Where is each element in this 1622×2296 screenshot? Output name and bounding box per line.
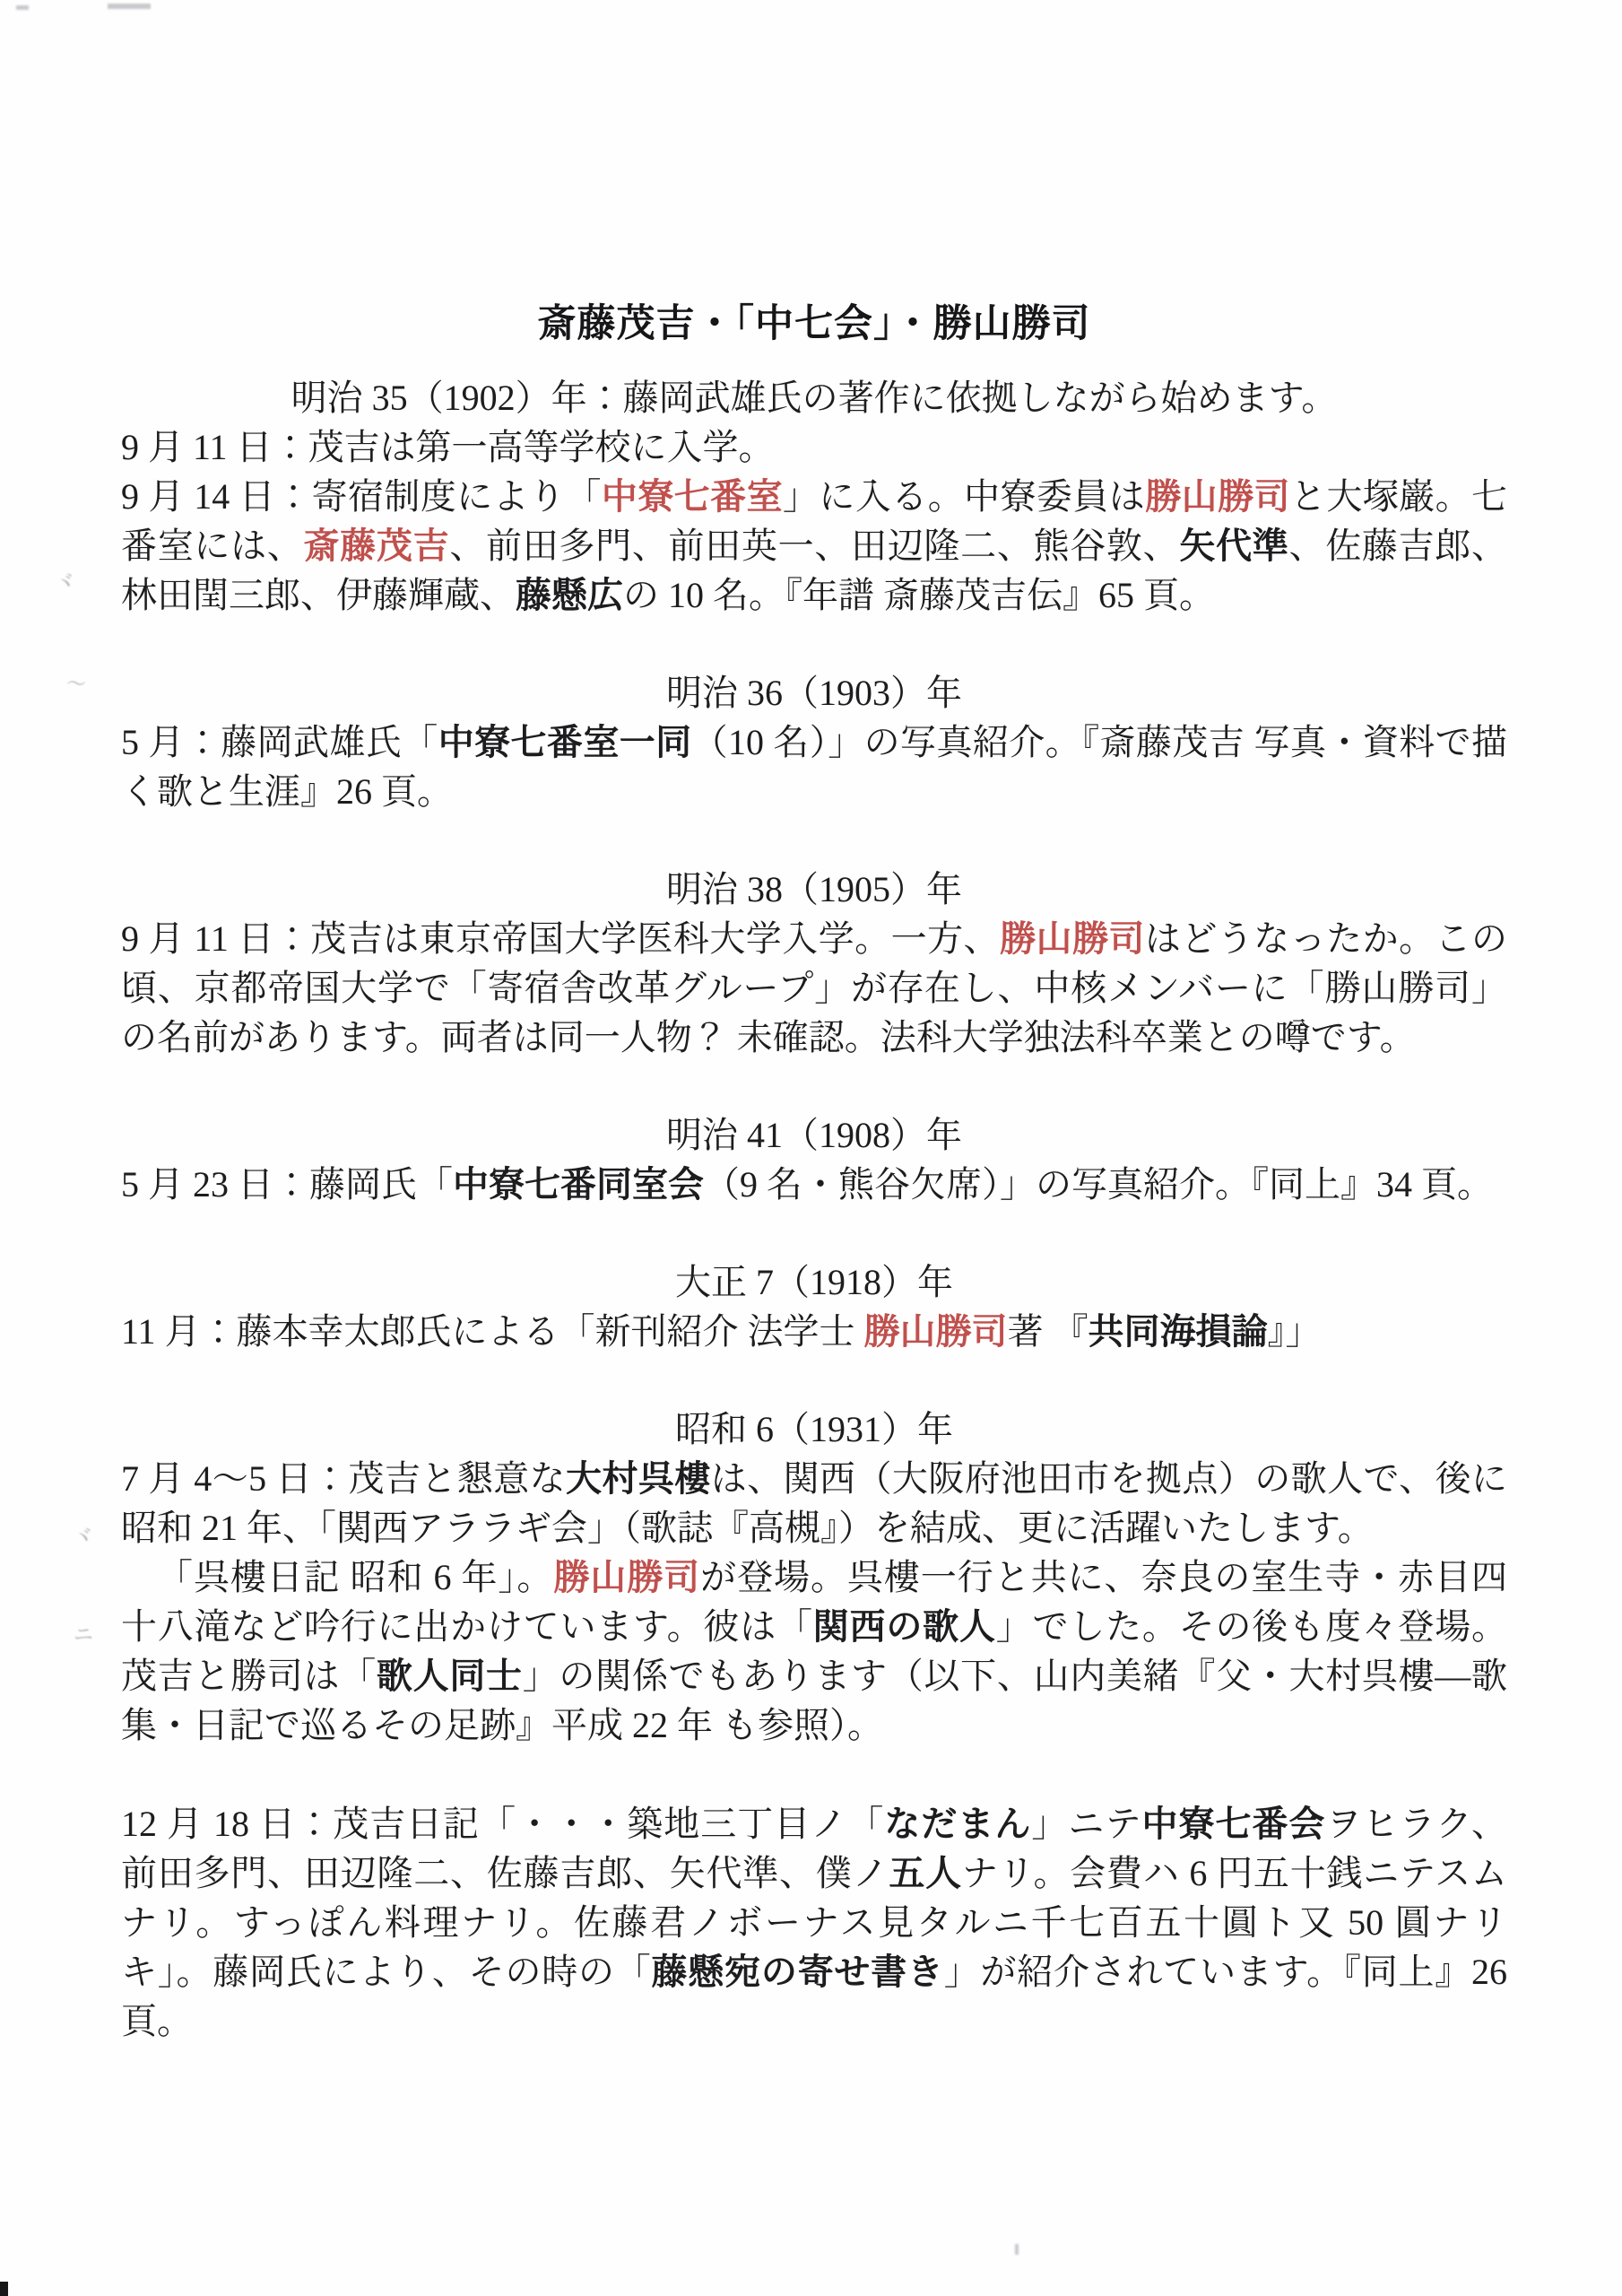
emphasis-bold: なだまん — [884, 1804, 1032, 1844]
text-run: が登場。呉樓一行と共に、奈良の室生寺・赤目四十八滝など吟行に出かけています。彼は「 — [121, 1557, 1508, 1647]
emphasis-bold: 矢代準 — [1179, 526, 1289, 566]
scan-artifact: ニ — [74, 1623, 94, 1646]
section-heading: 明治 38（1905）年 — [666, 869, 962, 909]
document-body — [121, 373, 1507, 2046]
paragraph — [121, 422, 1507, 472]
text-run: 5 月：藤岡武雄氏「 — [121, 722, 438, 762]
timeline-section — [121, 1257, 1507, 1356]
paragraph — [121, 1552, 1507, 1750]
timeline-section — [121, 668, 1507, 816]
paragraph — [121, 373, 1507, 422]
scan-artifact: ヾ — [51, 568, 80, 599]
text-run: ヲヒラク、前田多門、田辺隆二、佐藤吉郎、矢代準、僕ノ — [121, 1804, 1508, 1893]
scan-edge-notch — [0, 2282, 8, 2296]
section-heading: 昭和 6（1931）年 — [675, 1409, 953, 1449]
timeline-section — [121, 865, 1507, 1062]
document-content — [121, 0, 1507, 2046]
emphasis-bold: 藤懸宛の寄せ書き — [651, 1952, 944, 1992]
section-heading: 大正 7（1918）年 — [675, 1262, 953, 1302]
scan-artifact — [16, 5, 29, 10]
text-run: は、関西（大阪府池田市を拠点）の歌人で、後に昭和 21 年、「関西アララギ会」（歌誌『高槻』）を結成、更に活躍いたします。 — [121, 1458, 1508, 1548]
paragraph — [121, 472, 1507, 620]
text-run: 5 月 23 日：藤岡氏「 — [121, 1164, 453, 1205]
scan-artifact: ヾ — [70, 1523, 97, 1552]
text-run: 著 『 — [1007, 1311, 1089, 1352]
emphasis-bold: 歌人同士 — [376, 1656, 523, 1696]
emphasis-bold: 共同海損論 — [1088, 1311, 1268, 1352]
timeline-section — [121, 373, 1507, 620]
text-run: 」が紹介されています。『同上』26 頁。 — [121, 1952, 1508, 2041]
text-run: 」ニテ — [1031, 1804, 1142, 1844]
page-title: 斎藤茂吉・「中七会」・勝山勝司 — [537, 303, 1091, 345]
text-run: （9 名・熊谷欠席）」の写真紹介。『同上』34 頁。 — [704, 1164, 1493, 1205]
timeline-section — [121, 1405, 1507, 2046]
text-run: 「呉樓日記 昭和 6 年」。 — [157, 1557, 554, 1597]
text-run: 7 月 4～5 日：茂吉と懇意な — [121, 1458, 567, 1499]
emphasis-bold: 五人 — [889, 1853, 962, 1893]
highlight-red: 勝山勝司 — [553, 1557, 701, 1597]
timeline-section — [121, 1110, 1507, 1209]
text-run: （10 名）」の写真紹介。『斎藤茂吉 写真・資料で描く歌と生涯』26 頁。 — [121, 722, 1508, 812]
paragraph — [121, 1160, 1507, 1209]
paragraph — [121, 1799, 1507, 2046]
emphasis-bold: 関西の歌人 — [812, 1606, 996, 1647]
highlight-red: 勝山勝司 — [1000, 918, 1145, 959]
text-run: 」に入る。中寮委員は — [783, 476, 1146, 517]
paragraph — [121, 1454, 1507, 1552]
text-run: 、佐藤吉郎、林田閏三郎、伊藤輝蔵、 — [121, 526, 1508, 615]
emphasis-bold: 中寮七番同室会 — [453, 1164, 704, 1205]
highlight-red: 斎藤茂吉 — [303, 526, 450, 566]
scan-artifact: 〜 — [66, 673, 87, 695]
section-heading: 明治 36（1903）年 — [666, 673, 962, 713]
text-run: 、前田多門、前田英一、田辺隆二、熊谷敦、 — [449, 526, 1180, 566]
section-heading: 明治 41（1908）年 — [666, 1115, 962, 1155]
emphasis-bold: 藤懸広 — [516, 575, 623, 615]
paragraph — [121, 914, 1507, 1062]
text-run: 9 月 11 日：茂吉は東京帝国大学医科大学入学。一方、 — [121, 918, 1001, 959]
highlight-red: 勝山勝司 — [1145, 476, 1290, 517]
text-run: 」の関係でもあります（以下、山内美緒『父・大村呉樓―歌集・日記で巡るその足跡』平成 22 年 も参照）。 — [121, 1656, 1508, 1745]
text-run: 明治 35（1902）年：藤岡武雄氏の著作に依拠しながら始めます。 — [291, 378, 1338, 418]
highlight-red: 中寮七番室 — [601, 476, 784, 517]
emphasis-bold: 中寮七番会 — [1141, 1804, 1326, 1844]
paragraph — [121, 1307, 1507, 1356]
emphasis-bold: 中寮七番室一同 — [438, 722, 692, 762]
text-run: と大塚巌。七番室には、 — [121, 476, 1508, 566]
text-run: 11 月：藤本幸太郎氏による「新刊紹介 法学士 — [121, 1311, 864, 1352]
emphasis-bold: 大村呉樓 — [566, 1458, 711, 1499]
text-run: はどうなったか。この頃、京都帝国大学で「寄宿舎改革グループ」が存在し、中核メンバーに「勝山勝司」の名前があります。両者は同一人物？ 未確認。法科大学独法科卒業との噂です。 — [121, 918, 1508, 1057]
highlight-red: 勝山勝司 — [863, 1311, 1008, 1352]
text-run: ナリ。会費ハ 6 円五十銭ニテスムナリ。すっぽん料理ナリ。佐藤君ノボーナス見タルニ千七百五十圓ト又 50 圓ナリキ」。藤岡氏により、その時の「 — [121, 1853, 1508, 1992]
text-run: 9 月 11 日：茂吉は第一高等学校に入学。 — [121, 427, 775, 467]
text-run: 』」 — [1267, 1311, 1322, 1352]
text-run: 」でした。その後も度々登場。茂吉と勝司は「 — [121, 1606, 1508, 1696]
paragraph — [121, 718, 1507, 816]
text-run: 9 月 14 日：寄宿制度により「 — [121, 476, 602, 517]
text-run: の 10 名。『年譜 斎藤茂吉伝』65 頁。 — [623, 575, 1215, 615]
text-run: 12 月 18 日：茂吉日記「・・・築地三丁目ノ「 — [121, 1804, 885, 1844]
scan-artifact — [1015, 2244, 1019, 2255]
